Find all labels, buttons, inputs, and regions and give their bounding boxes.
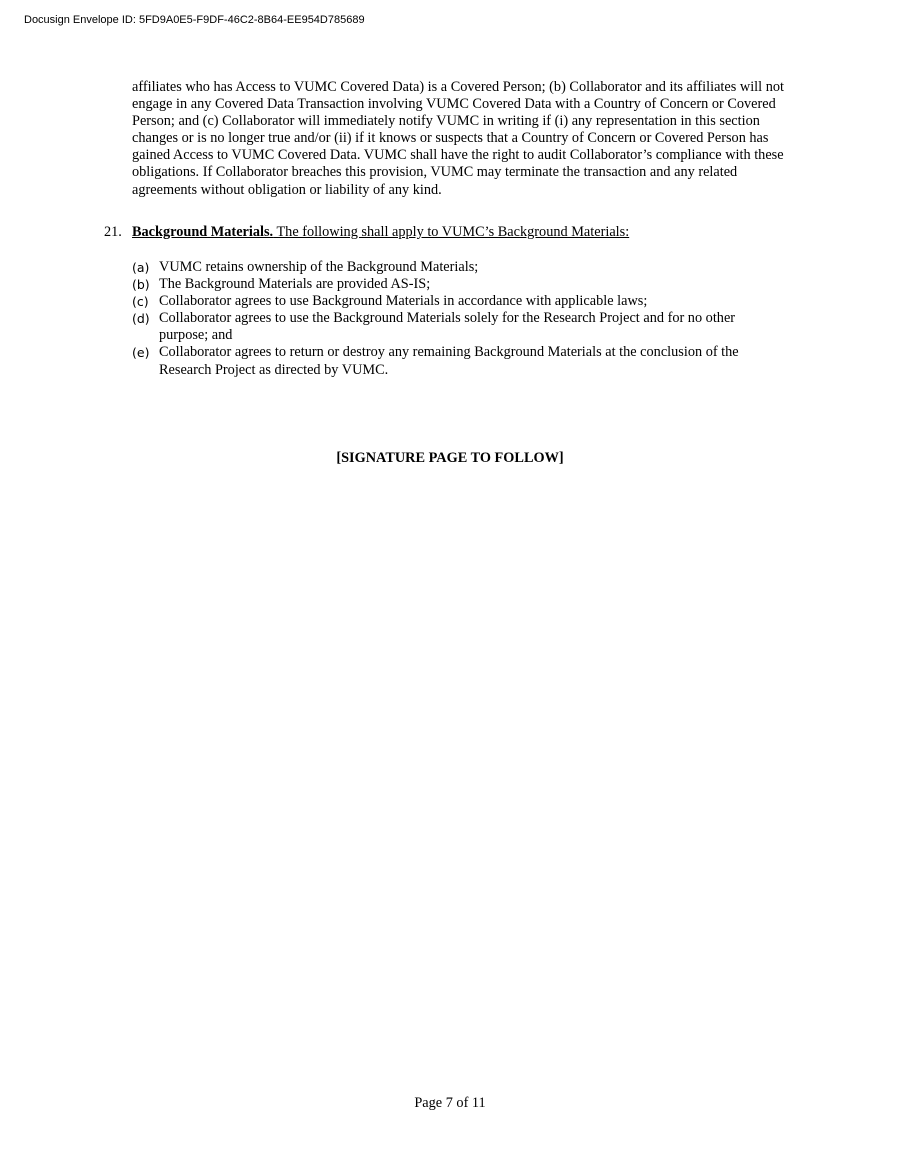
page-number: Page 7 of 11 [414,1095,486,1111]
signature-page-notice: [SIGNATURE PAGE TO FOLLOW] [336,450,564,466]
list-item [132,259,772,276]
list-marker: (a) [132,260,150,275]
section-heading-text [132,224,629,240]
continuation-paragraph: affiliates who has Access to VUMC Covered Data) is a Covered Person; (b) Collaborator and its affiliates will not engage in any Covered Data Transaction involving VUMC Covered Data with a Country of Concern or Covered Person; and (c) Collaborator will immediately notify VUMC in writing if (i) any representation in this section changes or is no longer true and/or (ii) if it knows or suspects that a Country of Concern or Covered Person has gained Access to VUMC Covered Data. VUMC shall have the right to audit Collaborator’s compliance with these obligations. If Collaborator breaches this provision, VUMC may terminate the transaction and any related agreements without obligation or liability of any kind. [132,79,784,198]
envelope-id: Docusign Envelope ID: 5FD9A0E5-F9DF-46C2-8B64-EE954D785689 [24,14,365,26]
list-item-text: The Background Materials are provided AS-IS; [159,276,431,293]
list-item [132,344,772,378]
list-item-text: VUMC retains ownership of the Background Materials; [159,259,479,275]
list-item [132,276,772,293]
list-item [132,293,772,310]
list-marker: (e) [132,345,150,361]
section-title: Background Materials. [132,224,274,240]
section-intro: The following shall apply to VUMC’s Background Materials: [273,224,630,240]
list-item-text: Collaborator agrees to use the Background Materials solely for the Research Project and for no other purpose; and [159,310,736,344]
section-number: 21. [104,224,122,240]
list-marker: (b) [132,277,150,293]
list-item-text: Collaborator agrees to return or destroy any remaining Background Materials at the conclusion of the Research Project as directed by VUMC. [159,344,739,378]
section-21-heading [104,224,629,241]
list-item [132,310,772,344]
list-marker: (d) [132,311,150,327]
background-materials-list [132,259,772,379]
list-item-text: Collaborator agrees to use Background Materials in accordance with applicable laws; [159,293,648,310]
list-marker: (c) [132,294,149,310]
